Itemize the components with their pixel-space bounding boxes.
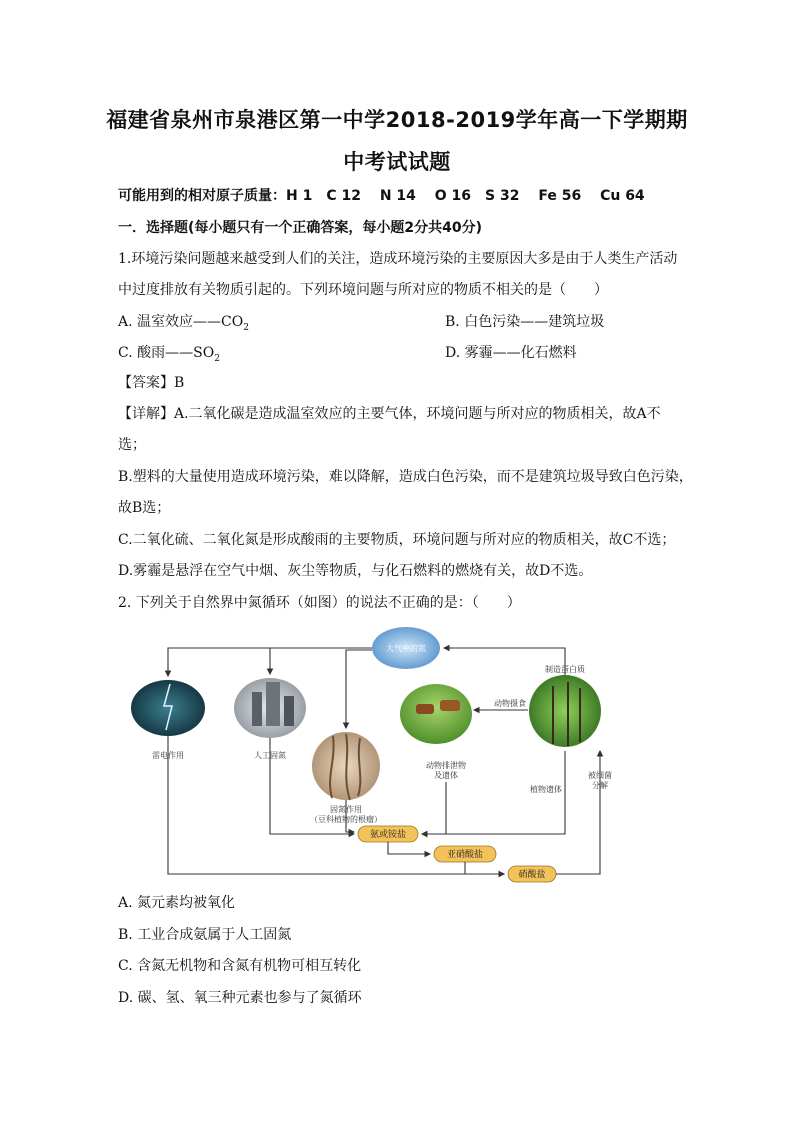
page-title-line2: 中考试试题 [343, 150, 451, 174]
page-title-line1: 福建省泉州市泉港区第一中学2018-2019学年高一下学期期 [106, 108, 688, 132]
ammonia-label: 氨或铵盐 [369, 830, 407, 840]
animal-eat-label: 动物摄食 [494, 699, 526, 708]
q1-option-b: B. 白色污染——建筑垃圾 [445, 314, 605, 330]
q1-detail-line3: B.塑料的大量使用造成环境污染，难以降解，造成白色污染，而不是建筑垃圾导致白色污染， [118, 469, 693, 485]
nitrite-label: 亚硝酸盐 [446, 850, 484, 860]
q2-option-c: C. 含氮无机物和含氮有机物可相互转化 [118, 958, 362, 974]
factory-tower-icon [252, 692, 262, 726]
cow-icon [416, 704, 434, 714]
q1-stem-line1: 1.环境污染问题越来越受到人们的关注，造成环境污染的主要原因大多是由于人类生产活动 [118, 251, 678, 267]
nitrite-box [434, 846, 496, 862]
q1-option-c-text: C. 酸雨——SO [118, 345, 215, 361]
q1-option-d: D. 雾霾——化石燃料 [445, 345, 577, 361]
q1-detail-line2: 选； [118, 437, 146, 453]
bacteria-label-1: 被细菌 [588, 771, 612, 780]
q1-answer: 【答案】B [118, 375, 185, 391]
q2-stem: 2. 下列关于自然界中氮循环（如图）的说法不正确的是：（ ） [118, 595, 521, 611]
animal-excreta-label-1: 动物排泄物 [426, 761, 466, 770]
q1-option-c-sub: 2 [214, 353, 220, 364]
q1-detail-line4: 故B选； [118, 500, 171, 516]
forest-node [529, 664, 601, 747]
protein-label: 制造蛋白质 [545, 665, 585, 674]
atmosphere-node [372, 627, 440, 669]
lightning-label: 雷电作用 [152, 751, 184, 760]
ammonia-box [358, 826, 418, 842]
q1-option-a [118, 312, 249, 338]
q1-option-a-text: A. 温室效应——CO [118, 314, 244, 330]
q1-option-c [118, 343, 220, 369]
plant-remains-label: 植物遗体 [530, 785, 562, 794]
nitrogen-cycle-figure [128, 626, 612, 880]
q2-option-a: A. 氮元素均被氧化 [118, 895, 236, 911]
q2-option-b: B. 工业合成氨属于人工固氮 [118, 927, 292, 943]
section-heading: 一．选择题(每小题只有一个正确答案，每小题2分共40分) [118, 220, 483, 236]
fixation-label-1: 固氮作用 [330, 805, 362, 814]
artificial-label: 人工固氮 [254, 751, 286, 760]
q2-option-d: D. 碳、氢、氧三种元素也参与了氮循环 [118, 990, 362, 1006]
fixation-label-2: （豆科植物的根瘤） [310, 815, 382, 824]
nitrate-label: 硝酸盐 [518, 870, 546, 880]
animals-node [400, 684, 472, 780]
animal-excreta-label-2: 及遗体 [434, 771, 458, 780]
q1-detail-line1: 【详解】A.二氧化碳是造成温室效应的主要气体，环境问题与所对应的物质相关，故A不 [118, 406, 661, 422]
nitrate-box [508, 866, 556, 882]
bacteria-label-2: 分解 [592, 781, 608, 790]
q1-option-a-sub: 2 [243, 322, 249, 333]
q1-detail-line6: D.雾霾是悬浮在空气中烟、灰尘等物质，与化石燃料的燃烧有关，故D不选。 [118, 563, 593, 579]
atmosphere-label: 大气中的氮 [386, 644, 426, 653]
atomic-masses: 可能用到的相对原子质量：H 1 C 12 N 14 O 16 S 32 Fe 56 Cu 64 [118, 188, 645, 204]
q1-detail-line5: C.二氧化硫、二氧化氮是形成酸雨的主要物质，环境问题与所对应的物质相关，故C不选； [118, 532, 676, 548]
q1-stem-line2: 中过度排放有关物质引起的。下列环境问题与所对应的物质不相关的是（ ） [118, 282, 608, 298]
